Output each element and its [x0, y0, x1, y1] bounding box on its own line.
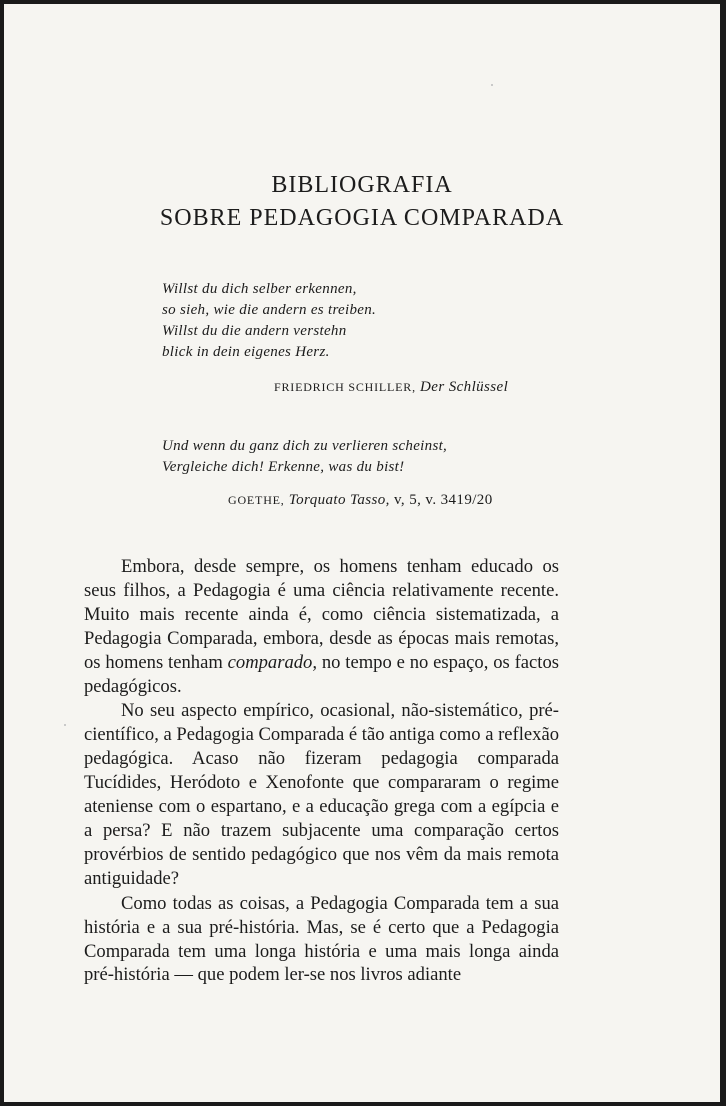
paragraph-text: no tempo e no espaço, os factos pedagógicos. [84, 651, 559, 697]
attribution-author: GOETHE, [228, 493, 285, 507]
body-text [84, 555, 559, 987]
paragraph-text: Embora, desde sempre, os homens tenham educado os seus filhos, a Pedagogia é uma ciência relativamente recente. Muito mais recente ainda é, como ciência sistematizada, a Pedagogia Comparada, embora, desde as épocas mais remotas, os homens tenham [84, 556, 559, 673]
epigraph-line: blick in dein eigenes Herz. [162, 344, 330, 360]
epigraph-goethe [162, 436, 582, 478]
paragraph [84, 555, 559, 698]
document-page [4, 4, 720, 1102]
attribution-work: Torquato Tasso, [288, 492, 390, 508]
epigraph-line: Willst du dich selber erkennen, [162, 281, 357, 297]
attribution-reference: v, 5, v. 3419/20 [393, 492, 493, 508]
page-title-line-1: BIBLIOGRAFIA [271, 172, 453, 199]
epigraph-line: Vergleiche dich! Erkenne, was du bist! [162, 459, 405, 475]
epigraph-attribution-schiller [274, 379, 726, 396]
paragraph: Como todas as coisas, a Pedagogia Comparada tem a sua história e a sua pré-história. Mas, se é certo que a Pedagogia Comparada tem uma longa história e uma mais longa ainda pré-história — que podem ler-se nos livros adiante [84, 892, 559, 986]
epigraph-line: Und wenn du ganz dich zu verlieren scheinst, [162, 438, 448, 454]
epigraph-schiller [162, 279, 582, 363]
epigraph-line: so sieh, wie die andern es treiben. [162, 302, 377, 318]
epigraph-attribution-goethe [228, 492, 726, 509]
attribution-work: Der Schlüssel [420, 379, 509, 395]
epigraph-line: Willst du die andern verstehn [162, 323, 347, 339]
page-title-line-2: SOBRE PEDAGOGIA COMPARADA [159, 205, 565, 232]
paragraph: No seu aspecto empírico, ocasional, não-sistemático, pré-científico, a Pedagogia Comparada é tão antiga como a reflexão pedagógica. Acaso não fizeram pedagogia comparada Tucídides, Heródoto e Xenofonte que compararam o regime ateniense com o espartano, e a educação grega com a egípcia e a persa? E não trazem subjacente uma comparação certos provérbios de sentido pedagógico que nos vêm da mais remota antiguidade? [84, 700, 559, 889]
attribution-author: FRIEDRICH SCHILLER, [274, 380, 416, 394]
paper-speck [64, 724, 66, 726]
emphasis-text: comparado, [227, 651, 317, 673]
paper-speck [491, 84, 493, 86]
